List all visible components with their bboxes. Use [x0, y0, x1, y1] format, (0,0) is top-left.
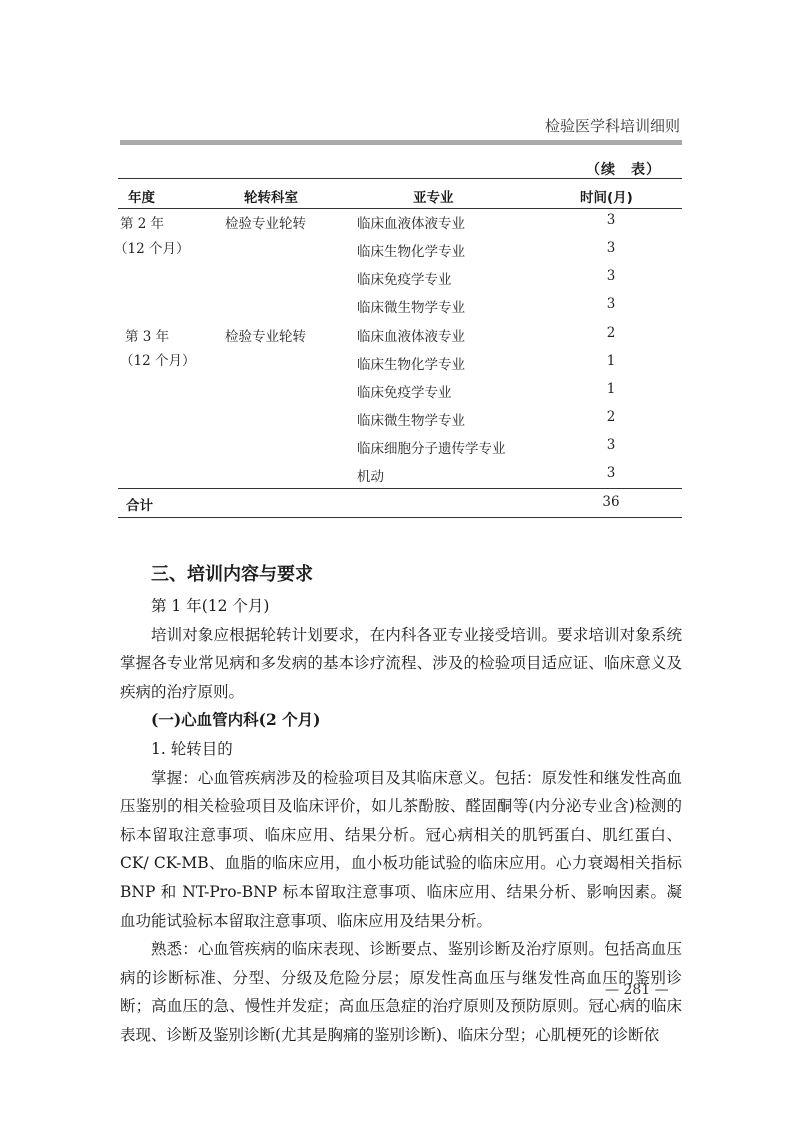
- row-subspecialty: 临床血液体液专业: [357, 216, 465, 232]
- table-total-rule: [118, 488, 682, 489]
- row-subspecialty: 临床微生物学专业: [357, 413, 465, 429]
- running-header: 检验医学科培训细则: [544, 117, 680, 135]
- row-months: 3: [606, 268, 616, 284]
- row-subspecialty: 临床免疫学专业: [357, 385, 452, 401]
- row-subspecialty: 临床生物化学专业: [357, 244, 465, 260]
- table-bottom-rule: [118, 517, 682, 518]
- year2-dept: 检验专业轮转: [225, 216, 306, 232]
- row-subspecialty: 临床微生物学专业: [357, 300, 465, 316]
- continued-label: （续 表）: [586, 162, 661, 178]
- row-months: 1: [606, 381, 616, 397]
- col-header-subspecialty: 亚专业: [413, 190, 454, 206]
- row-subspecialty: 临床血液体液专业: [357, 329, 465, 345]
- total-value: 36: [602, 494, 620, 510]
- familiar-paragraph: 熟悉：心血管疾病的临床表现、诊断要点、鉴别诊断及治疗原则。包括高血压病的诊断标准、分型、分级及危险分层；原发性高血压与继发性高血压的鉴别诊断；高血压的急、慢性并发症；高血压急症的治疗原则及预防原则。冠心病的临床表现、诊断及鉴别诊断(尤其是胸痛的鉴别诊断)、临床分型；心肌梗死的诊断依: [120, 940, 682, 1044]
- total-label: 合计: [126, 498, 153, 514]
- row-subspecialty: 机动: [357, 469, 384, 485]
- col-header-year: 年度: [128, 190, 155, 206]
- intro-paragraph: 培训对象应根据轮转计划要求，在内科各亚专业接受培训。要求培训对象系统掌握各专业常见病和多发病的基本诊疗流程、涉及的检验项目适应证、临床意义及疾病的治疗原则。: [120, 625, 682, 701]
- col-header-months: 时间(月): [580, 190, 633, 206]
- row-subspecialty: 临床生物化学专业: [357, 357, 465, 373]
- row-months: 3: [606, 240, 616, 256]
- row-months: 3: [606, 296, 616, 312]
- col-header-dept: 轮转科室: [244, 190, 298, 206]
- table-top-rule: [118, 178, 682, 179]
- row-months: 3: [606, 465, 616, 481]
- year3-label: 第 3 年: [125, 329, 170, 345]
- row-subspecialty: 临床免疫学专业: [357, 272, 452, 288]
- row-subspecialty: 临床细胞分子遗传学专业: [357, 441, 506, 457]
- item-heading: 1. 轮转目的: [151, 739, 233, 758]
- year2-duration: （12 个月）: [114, 241, 190, 257]
- year2-label: 第 2 年: [120, 216, 165, 232]
- row-months: 1: [606, 353, 616, 369]
- row-months: 2: [606, 409, 616, 425]
- section-heading: 三、培训内容与要求: [151, 564, 313, 585]
- row-months: 3: [606, 437, 616, 453]
- header-rule: [120, 140, 682, 145]
- row-months: 2: [606, 325, 616, 341]
- master-paragraph: 掌握：心血管疾病涉及的检验项目及其临床意义。包括：原发性和继发性高血压鉴别的相关检验项目及临床评价，如儿茶酚胺、醛固酮等(内分泌专业含)检测的标本留取注意事项、临床应用、结果分析。冠心病相关的肌钙蛋白、肌红蛋白、CK/ CK-MB、血脂的临床应用，血小板功能试验的临床应用。心力衰竭相关指标 BNP 和 NT-Pro-BNP 标本留取注意事项、临床应用、结果分析、影响因素。凝血功能试验标本留取注意事项、临床应用及结果分析。: [120, 768, 682, 930]
- subsection-heading: (一)心血管内科(2 个月): [151, 710, 321, 730]
- table-header-rule: [118, 208, 682, 209]
- year3-dept: 检验专业轮转: [225, 329, 306, 345]
- page-number: — 281 —: [605, 982, 669, 998]
- year1-heading: 第 1 年(12 个月): [151, 597, 270, 615]
- year3-duration: （12 个月）: [120, 353, 196, 369]
- row-months: 3: [606, 212, 616, 228]
- body-text: [120, 592, 682, 1050]
